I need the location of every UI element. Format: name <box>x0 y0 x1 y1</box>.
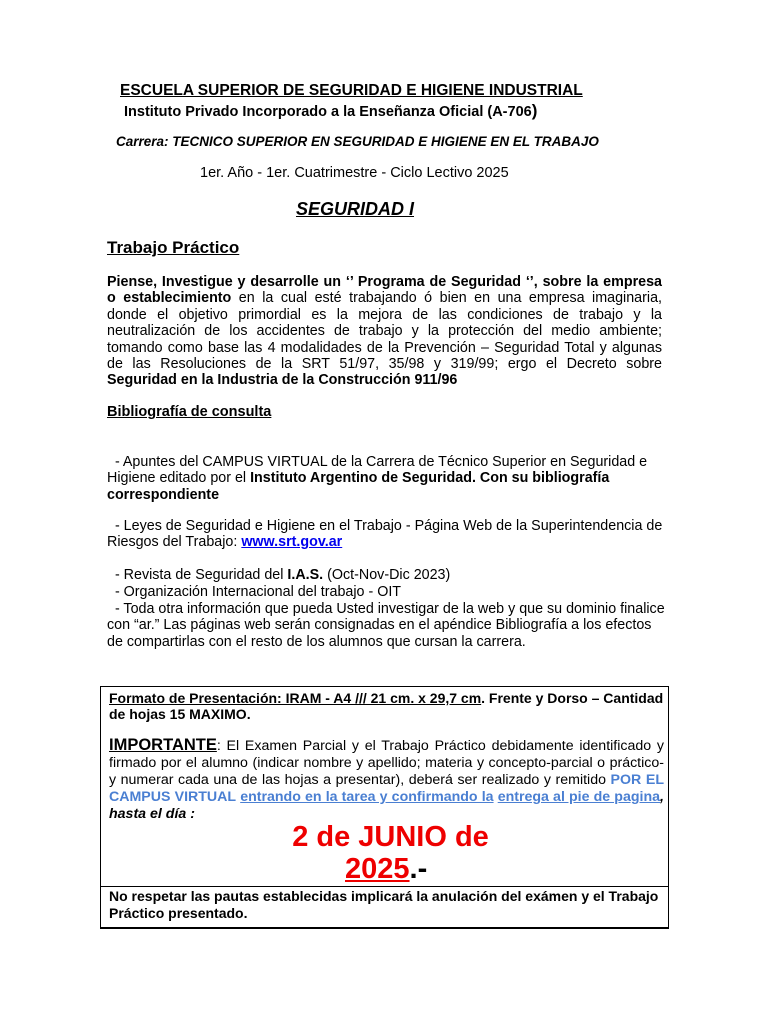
entrega-link[interactable]: entrega al pie de pagina <box>497 789 661 805</box>
bibliography-item-web: - Toda otra información que pueda Usted investigar de la web y que su dominio finalice con “ar.” Las páginas web serán consignadas en el apéndice Bibliografía a los efectos de compartirlas con el resto de los alumnos que cursan la carrera. <box>107 601 669 650</box>
due-year: 2025 <box>345 853 410 885</box>
item2-text: - Leyes de Seguridad e Higiene en el Trabajo - Página Web de la Superintendencia de Riesgos del Trabajo: <box>107 518 667 551</box>
bibliography-item-laws <box>107 518 667 551</box>
important-text: : El Examen Parcial y el Trabajo Práctico debidamente identificado y firmado por el alumno (indicar nombre y apellido; materia y concepto-parcial o práctico- y numerar cada una de las hojas a presentar), deberá ser realizado y remitido <box>109 738 664 788</box>
description-text: en la cual esté trabajando ó bien en una empresa imaginaria, donde el objetivo primordial es la mejora de las condiciones de trabajo y la neutralización de los accidentes de trabajo y la protección del medio ambiente; tomando como base las 4 modalidades de la Prevención – Seguridad Total y algunas de las Resoluciones de la SRT 51/97, 35/98 y 319/99; ergo el Decreto sobre <box>107 290 662 373</box>
due-date-line2 <box>345 853 427 886</box>
academic-year: 1er. Año - 1er. Cuatrimestre - Ciclo Lectivo 2025 <box>200 165 509 181</box>
campus-virtual-text: POR EL CAMPUS VIRTUAL <box>109 772 664 805</box>
format-underlined: Formato de Presentación: IRAM - A4 /// 21 cm. x 29,7 cm <box>109 690 482 706</box>
description-bold-start: Piense, Investigue y desarrolle un ‘’ Programa de Seguridad ‘’, sobre la empresa o establecimiento <box>107 274 662 307</box>
box-divider <box>101 886 668 887</box>
due-suffix: .- <box>409 853 428 885</box>
bibliography-item-campus <box>107 454 667 503</box>
submission-box <box>100 686 669 929</box>
warning-text: No respetar las pautas establecidas implicará la anulación del exámen y el Trabajo Práctico presentado. <box>109 888 659 921</box>
school-name: ESCUELA SUPERIOR DE SEGURIDAD E HIGIENE INDUSTRIAL <box>120 82 583 99</box>
box-bottom-rule <box>101 927 668 928</box>
item1-bold: Instituto Argentino de Seguridad. Con su bibliografía correspondiente <box>107 470 610 503</box>
item3-pre: - Revista de Seguridad del <box>107 567 288 583</box>
important-notice <box>109 737 664 823</box>
item3-post: (Oct-Nov-Dic 2023) <box>323 567 451 583</box>
subject-title: SEGURIDAD I <box>296 199 415 219</box>
due-date-line1: 2 de JUNIO de <box>292 821 489 853</box>
item1-text: - Apuntes del CAMPUS VIRTUAL de la Carrera de Técnico Superior en Seguridad e Higiene editado por el <box>107 454 652 487</box>
entrando-link[interactable]: entrando en la tarea y confirmando la <box>240 789 494 805</box>
bibliography-item-oit: - Organización Internacional del trabajo - OIT <box>107 584 402 600</box>
bibliography-item-magazine <box>107 567 667 583</box>
institute-paren: ) <box>531 101 538 120</box>
format-rest: . Frente y Dorso – Cantidad de hojas 15 MAXIMO. <box>109 690 664 723</box>
institute-line <box>124 101 537 121</box>
srt-link[interactable]: www.srt.gov.ar <box>241 534 343 551</box>
hasta-text: , hasta el día : <box>109 789 664 822</box>
assignment-title: Trabajo Práctico <box>107 238 240 257</box>
item3-bold: I.A.S. <box>287 567 324 583</box>
career-line: Carrera: TECNICO SUPERIOR EN SEGURIDAD E HIGIENE EN EL TRABAJO <box>116 134 599 149</box>
description-bold-end: Seguridad en la Industria de la Construcción 911/96 <box>107 372 458 389</box>
assignment-description <box>107 274 662 389</box>
important-title: IMPORTANTE <box>109 736 217 754</box>
format-line <box>109 690 664 723</box>
bibliography-title: Bibliografía de consulta <box>107 404 272 420</box>
institute-text: Instituto Privado Incorporado a la Enseñanza Oficial (A-706 <box>124 104 532 120</box>
